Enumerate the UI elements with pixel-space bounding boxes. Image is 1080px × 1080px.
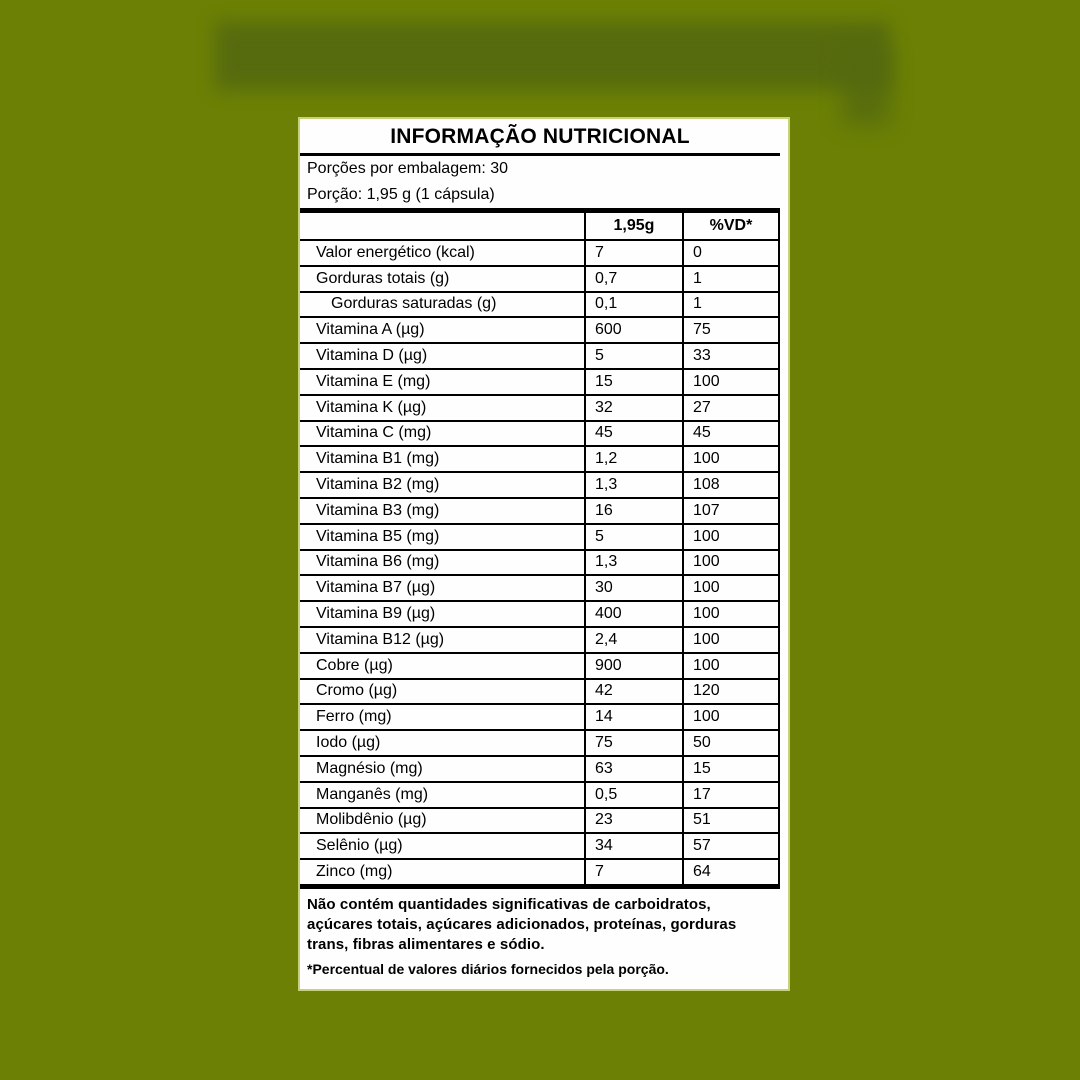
table-row — [300, 316, 778, 342]
serving-size: Porção: 1,95 g (1 cápsula) — [307, 186, 495, 203]
nutrient-amount: 42 — [584, 680, 682, 704]
nutrient-name: Magnésio (mg) — [316, 759, 423, 777]
nutrient-name: Ferro (mg) — [316, 708, 392, 726]
daily-value-footnote: *Percentual de valores diários fornecidos pela porção. — [307, 960, 669, 977]
table-row — [300, 600, 778, 626]
nutrient-amount: 34 — [584, 834, 682, 858]
nutrient-amount: 2,4 — [584, 628, 682, 652]
nutrient-daily-value: 64 — [682, 860, 778, 884]
nutrient-daily-value: 1 — [682, 293, 778, 317]
table-rows — [300, 239, 778, 884]
table-row — [300, 832, 778, 858]
nutrient-amount: 0,7 — [584, 267, 682, 291]
nutrient-amount: 63 — [584, 757, 682, 781]
nutrient-amount: 0,1 — [584, 293, 682, 317]
nutrient-daily-value: 33 — [682, 344, 778, 368]
table-row — [300, 858, 778, 884]
nutrient-name: Vitamina E (mg) — [316, 372, 431, 390]
nutrient-amount: 30 — [584, 576, 682, 600]
nutrient-amount: 32 — [584, 396, 682, 420]
nutrient-daily-value: 0 — [682, 241, 778, 265]
nutrient-daily-value: 75 — [682, 318, 778, 342]
table-row — [300, 368, 778, 394]
nutrient-daily-value: 100 — [682, 370, 778, 394]
nutrient-name: Vitamina D (µg) — [316, 347, 428, 365]
nutrient-amount: 400 — [584, 602, 682, 626]
nutrient-daily-value: 100 — [682, 525, 778, 549]
table-row — [300, 394, 778, 420]
nutrient-daily-value: 45 — [682, 422, 778, 446]
nutrient-name: Vitamina B3 (mg) — [316, 501, 440, 519]
nutrient-daily-value: 100 — [682, 576, 778, 600]
nutrient-amount: 23 — [584, 809, 682, 833]
nutrient-amount: 14 — [584, 705, 682, 729]
nutrient-amount: 900 — [584, 654, 682, 678]
table-row — [300, 239, 778, 265]
nutrient-daily-value: 50 — [682, 731, 778, 755]
nutrient-daily-value: 120 — [682, 680, 778, 704]
nutrient-daily-value: 100 — [682, 654, 778, 678]
background-dark-band — [215, 22, 890, 90]
nutrient-daily-value: 15 — [682, 757, 778, 781]
nutrient-name: Vitamina B12 (µg) — [316, 630, 445, 648]
nutrition-facts-panel — [298, 117, 790, 991]
nutrient-name: Gorduras saturadas (g) — [331, 295, 497, 313]
nutrient-amount: 5 — [584, 344, 682, 368]
nutrient-name: Vitamina A (µg) — [316, 321, 425, 339]
nutrient-name: Vitamina B7 (µg) — [316, 579, 436, 597]
table-row — [300, 471, 778, 497]
nutrient-daily-value: 1 — [682, 267, 778, 291]
servings-per-package: Porções por embalagem: 30 — [307, 160, 508, 177]
nutrient-name: Molibdênio (µg) — [316, 811, 427, 829]
nutrient-amount: 600 — [584, 318, 682, 342]
table-row — [300, 755, 778, 781]
table-row — [300, 420, 778, 446]
table-row — [300, 807, 778, 833]
table-header-row — [300, 213, 778, 239]
table-row — [300, 549, 778, 575]
nutrient-amount: 0,5 — [584, 783, 682, 807]
no-significant-amounts-note: Não contém quantidades significativas de carboidratos, açúcares totais, açúcares adicionados, proteínas, gorduras trans, fibras alimentares e sódio. — [307, 895, 737, 953]
nutrient-amount: 75 — [584, 731, 682, 755]
nutrient-name: Vitamina K (µg) — [316, 398, 427, 416]
table-row — [300, 265, 778, 291]
table-row — [300, 781, 778, 807]
nutrient-name: Zinco (mg) — [316, 863, 393, 881]
nutrient-daily-value: 27 — [682, 396, 778, 420]
table-row — [300, 703, 778, 729]
nutrient-name: Vitamina B2 (mg) — [316, 476, 440, 494]
nutrient-name: Vitamina B5 (mg) — [316, 527, 440, 545]
nutrient-daily-value: 107 — [682, 499, 778, 523]
nutrient-name: Vitamina B9 (µg) — [316, 605, 436, 623]
nutrient-amount: 1,2 — [584, 447, 682, 471]
nutrient-amount: 7 — [584, 241, 682, 265]
nutrient-name: Valor energético (kcal) — [316, 243, 475, 261]
nutrient-name: Selênio (µg) — [316, 837, 403, 855]
nutrient-daily-value: 57 — [682, 834, 778, 858]
nutrition-title: INFORMAÇÃO NUTRICIONAL — [390, 125, 690, 148]
nutrient-daily-value: 100 — [682, 447, 778, 471]
nutrition-table — [300, 213, 780, 884]
table-row — [300, 445, 778, 471]
nutrient-name: Manganês (mg) — [316, 785, 429, 803]
nutrient-daily-value: 100 — [682, 551, 778, 575]
nutrient-name: Vitamina B6 (mg) — [316, 553, 440, 571]
nutrient-daily-value: 108 — [682, 473, 778, 497]
table-row — [300, 652, 778, 678]
nutrient-amount: 15 — [584, 370, 682, 394]
table-row — [300, 729, 778, 755]
nutrient-daily-value: 51 — [682, 809, 778, 833]
table-row — [300, 291, 778, 317]
nutrient-amount: 16 — [584, 499, 682, 523]
nutrient-amount: 45 — [584, 422, 682, 446]
amount-column-header: 1,95g — [584, 213, 682, 239]
table-row — [300, 626, 778, 652]
nutrient-amount: 1,3 — [584, 551, 682, 575]
daily-value-column-header: %VD* — [682, 213, 778, 239]
nutrient-name: Iodo (µg) — [316, 734, 381, 752]
nutrient-amount: 5 — [584, 525, 682, 549]
nutrient-name: Gorduras totais (g) — [316, 269, 450, 287]
table-row — [300, 342, 778, 368]
nutrient-name: Vitamina C (mg) — [316, 424, 432, 442]
table-row — [300, 523, 778, 549]
nutrient-daily-value: 100 — [682, 628, 778, 652]
nutrient-name: Cromo (µg) — [316, 682, 398, 700]
nutrient-amount: 7 — [584, 860, 682, 884]
nutrient-name: Vitamina B1 (mg) — [316, 450, 440, 468]
nutrient-daily-value: 17 — [682, 783, 778, 807]
table-row — [300, 574, 778, 600]
table-row — [300, 678, 778, 704]
nutrient-name: Cobre (µg) — [316, 656, 393, 674]
nutrient-daily-value: 100 — [682, 705, 778, 729]
table-row — [300, 497, 778, 523]
background-dark-band-edge — [842, 45, 890, 125]
nutrient-daily-value: 100 — [682, 602, 778, 626]
nutrient-amount: 1,3 — [584, 473, 682, 497]
